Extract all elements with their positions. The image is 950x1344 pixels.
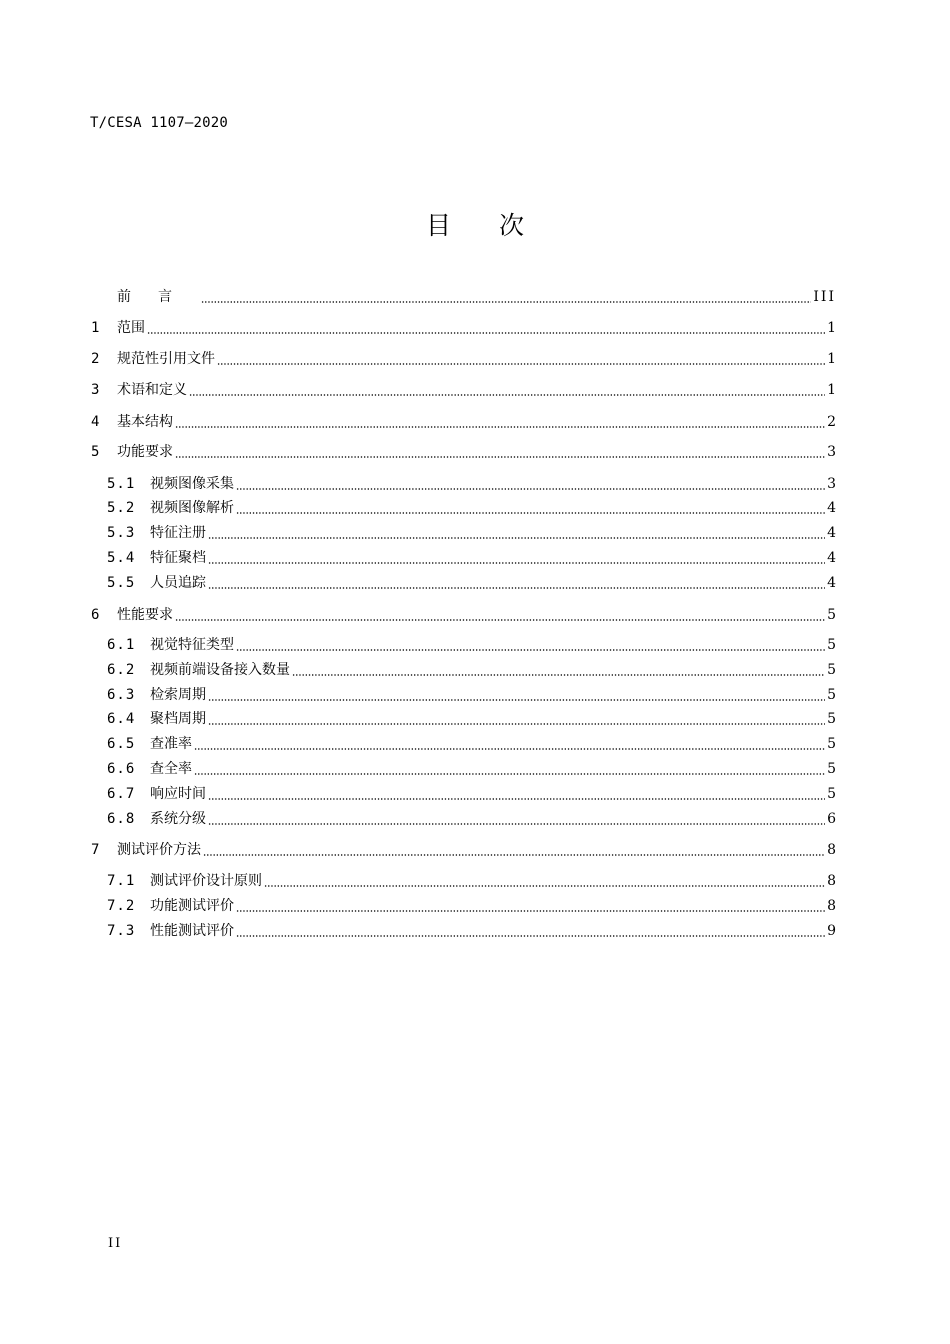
toc-entry-page: 5 (827, 687, 836, 703)
toc-entry-number: 6.6 (107, 761, 136, 777)
dot-leader (236, 910, 825, 912)
toc-entry-page: 8 (827, 842, 836, 858)
dot-leader (208, 537, 825, 539)
dot-leader (189, 394, 825, 396)
dot-leader (194, 773, 825, 775)
page-number: II (108, 1236, 123, 1251)
toc-entry-label: 查全率 (150, 761, 192, 777)
dot-leader (194, 748, 825, 750)
toc-entry-number: 7.3 (107, 923, 136, 939)
toc-entry-number: 5.4 (107, 550, 136, 566)
dot-leader (236, 935, 825, 937)
dot-leader (175, 619, 825, 621)
toc-entry-label: 规范性引用文件 (117, 351, 215, 367)
toc-entry-6-2[interactable] (107, 660, 836, 680)
toc-entry-page: 6 (827, 811, 836, 827)
dot-leader (236, 649, 825, 651)
toc-entry-6-8[interactable] (107, 809, 836, 829)
toc-entry-7[interactable] (91, 840, 836, 860)
toc-entry-label: 功能测试评价 (150, 898, 234, 914)
toc-entry-7-1[interactable] (107, 871, 836, 891)
toc-entry-page: 5 (827, 736, 836, 752)
toc-entry-number: 2 (91, 351, 100, 367)
toc-entry-page: 4 (827, 550, 836, 566)
toc-entry-page: 2 (827, 414, 836, 430)
toc-entry-number: 6.8 (107, 811, 136, 827)
toc-entry-number: 6.5 (107, 736, 136, 752)
toc-entry-7-3[interactable] (107, 921, 836, 941)
toc-entry-label: 人员追踪 (150, 575, 206, 591)
toc-entry-label: 性能测试评价 (150, 923, 234, 939)
toc-entry-number: 6.7 (107, 786, 136, 802)
toc-entry-page: 9 (827, 923, 836, 939)
dot-leader (292, 674, 825, 676)
toc-entry-number: 4 (91, 414, 100, 430)
dot-leader (175, 456, 825, 458)
toc-entry-3[interactable] (91, 380, 836, 400)
toc-entry-label: 特征聚档 (150, 550, 206, 566)
toc-entry-page: 1 (827, 382, 836, 398)
toc-entry-page: III (813, 289, 836, 305)
toc-entry-page: 3 (827, 476, 836, 492)
toc-entry-label: 测试评价设计原则 (150, 873, 262, 889)
dot-leader (208, 587, 825, 589)
dot-leader (208, 823, 825, 825)
toc-entry-6-1[interactable] (107, 635, 836, 655)
toc-entry-2[interactable] (91, 349, 836, 369)
toc-entry-5-1[interactable] (107, 474, 836, 494)
toc-entry-label: 检索周期 (150, 687, 206, 703)
toc-entry-page: 4 (827, 525, 836, 541)
toc-entry-label: 聚档周期 (150, 711, 206, 727)
toc-entry-page: 3 (827, 444, 836, 460)
toc-entry-label: 测试评价方法 (117, 842, 201, 858)
toc-entry-number: 3 (91, 382, 100, 398)
toc-entry-page: 5 (827, 637, 836, 653)
toc-entry-label: 功能要求 (117, 444, 173, 460)
toc-entry-6[interactable] (91, 605, 836, 625)
toc-entry-5-5[interactable] (107, 573, 836, 593)
toc-entry-label: 视频前端设备接入数量 (150, 662, 290, 678)
toc-entry-label: 性能要求 (117, 607, 173, 623)
dot-leader (147, 332, 825, 334)
dot-leader (264, 885, 825, 887)
dot-leader (208, 699, 825, 701)
toc-entry-number: 5 (91, 444, 100, 460)
toc-entry-page: 4 (827, 500, 836, 516)
toc-entry-5-3[interactable] (107, 523, 836, 543)
toc-entry-page: 5 (827, 711, 836, 727)
toc-entry-4[interactable] (91, 412, 836, 432)
toc-entry-number: 1 (91, 320, 100, 336)
toc-entry-foreword[interactable] (91, 287, 836, 307)
toc-entry-number: 6.2 (107, 662, 136, 678)
toc-entry-number: 6.4 (107, 711, 136, 727)
toc-entry-label: 前言 (117, 289, 199, 305)
toc-entry-number: 5.1 (107, 476, 136, 492)
toc-entry-page: 5 (827, 786, 836, 802)
dot-leader (208, 798, 825, 800)
toc-entry-number: 6.1 (107, 637, 136, 653)
toc-entry-7-2[interactable] (107, 896, 836, 916)
toc-entry-label: 响应时间 (150, 786, 206, 802)
toc-entry-5[interactable] (91, 442, 836, 462)
toc-entry-number: 7.1 (107, 873, 136, 889)
toc-entry-6-4[interactable] (107, 709, 836, 729)
toc-entry-number: 5.3 (107, 525, 136, 541)
toc-entry-6-7[interactable] (107, 784, 836, 804)
page-title: 目次 (425, 211, 572, 240)
toc-entry-page: 4 (827, 575, 836, 591)
toc-entry-label: 基本结构 (117, 414, 173, 430)
dot-leader (175, 426, 825, 428)
dot-leader (208, 723, 825, 725)
toc-entry-page: 1 (827, 351, 836, 367)
toc-entry-label: 视频图像解析 (150, 500, 234, 516)
toc-entry-1[interactable] (91, 318, 836, 338)
toc-entry-number: 6.3 (107, 687, 136, 703)
toc-entry-5-2[interactable] (107, 498, 836, 518)
toc-entry-6-5[interactable] (107, 734, 836, 754)
toc-entry-6-6[interactable] (107, 759, 836, 779)
dot-leader (217, 363, 825, 365)
toc-entry-label: 术语和定义 (117, 382, 187, 398)
toc-entry-page: 8 (827, 898, 836, 914)
dot-leader (236, 488, 825, 490)
dot-leader (201, 301, 811, 303)
toc-entry-number: 5.5 (107, 575, 136, 591)
toc-entry-6-3[interactable] (107, 685, 836, 705)
toc-entry-page: 5 (827, 662, 836, 678)
toc-entry-page: 8 (827, 873, 836, 889)
toc-entry-number: 5.2 (107, 500, 136, 516)
toc-entry-page: 5 (827, 761, 836, 777)
toc-entry-label: 视觉特征类型 (150, 637, 234, 653)
table-of-contents (91, 0, 836, 1000)
toc-entry-page: 1 (827, 320, 836, 336)
dot-leader (203, 854, 825, 856)
dot-leader (236, 512, 825, 514)
toc-entry-page: 5 (827, 607, 836, 623)
toc-entry-label: 视频图像采集 (150, 476, 234, 492)
toc-entry-number: 6 (91, 607, 100, 623)
standard-code: T/CESA 1107—2020 (90, 115, 229, 131)
toc-entry-label: 查准率 (150, 736, 192, 752)
toc-entry-label: 范围 (117, 320, 145, 336)
toc-entry-number: 7 (91, 842, 100, 858)
dot-leader (208, 562, 825, 564)
toc-entry-label: 系统分级 (150, 811, 206, 827)
toc-entry-number: 7.2 (107, 898, 136, 914)
toc-entry-5-4[interactable] (107, 548, 836, 568)
toc-entry-label: 特征注册 (150, 525, 206, 541)
